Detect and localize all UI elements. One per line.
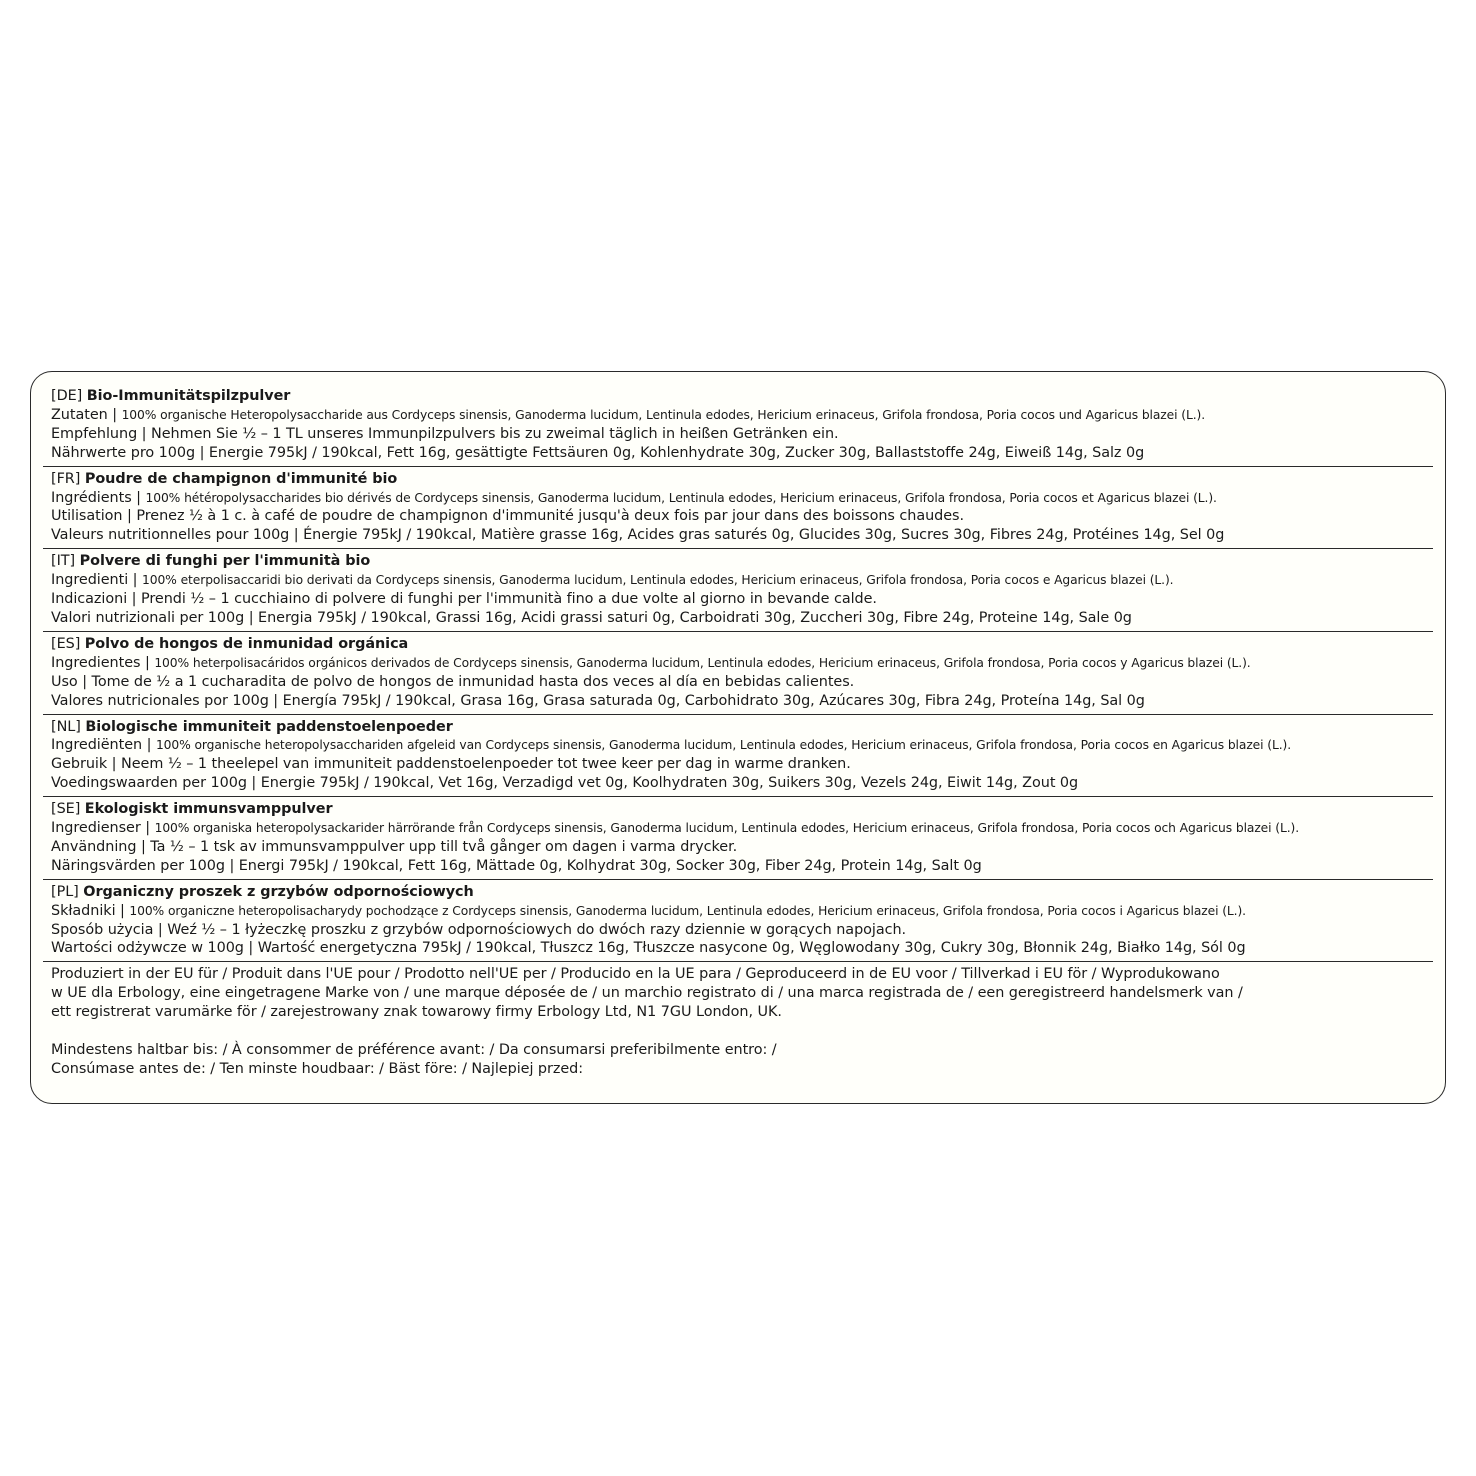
ingredients-line — [51, 819, 1433, 838]
language-code: [NL] — [51, 718, 81, 735]
language-section-es — [43, 632, 1433, 715]
product-label-panel — [30, 371, 1446, 1104]
nutrition-line: Nährwerte pro 100g | Energie 795kJ / 190kcal, Fett 16g, gesättigte Fettsäuren 0g, Kohlenhydrate 30g, Zucker 30g, Ballaststoffe 24g, Eiweiß 14g, Salz 0g — [51, 444, 1145, 461]
section-heading — [51, 718, 1433, 737]
language-section-de — [43, 384, 1433, 467]
language-code: [IT] — [51, 553, 76, 570]
nutrition-line: Wartości odżywcze w 100g | Wartość energetyczna 795kJ / 190kcal, Tłuszcz 16g, Tłuszcze nasycone 0g, Węglowodany 30g, Cukry 30g, Błonnik 24g, Białko 14g, Sól 0g — [51, 940, 1246, 957]
language-section-it — [43, 549, 1433, 632]
product-title: Ekologiskt immunsvamppulver — [84, 801, 333, 818]
section-heading — [51, 635, 1433, 654]
language-code: [FR] — [51, 470, 81, 487]
usage-line: Indicazioni | Prendi ½ – 1 cucchiaino di polvere di funghi per l'immunità fino a due volte al giorno in bevande calde. — [51, 591, 877, 608]
usage-line: Gebruik | Neem ½ – 1 theelepel van immuniteit paddenstoelenpoeder tot twee keer per dag in warme dranken. — [51, 756, 851, 773]
ingredients-text: 100% heterpolisacáridos orgánicos derivados de Cordyceps sinensis, Ganoderma lucidum, Lentinula edodes, Hericium erinaceus, Grifola frondosa, Poria cocos y Agaricus blazei (L.). — [154, 655, 1251, 670]
nutrition-line: Näringsvärden per 100g | Energi 795kJ / 190kcal, Fett 16g, Mättade 0g, Kolhydrat 30g, Socker 30g, Fiber 24g, Protein 14g, Salt 0g — [51, 857, 982, 874]
ingredients-line — [51, 736, 1433, 755]
nutrition-line: Valeurs nutritionnelles pour 100g | Énergie 795kJ / 190kcal, Matière grasse 16g, Acides gras saturés 0g, Glucides 30g, Sucres 30g, Fibres 24g, Protéines 14g, Sel 0g — [51, 527, 1225, 544]
usage-line: Empfehlung | Nehmen Sie ½ – 1 TL unseres Immunpilzpulvers bis zu zweimal täglich in heißen Getränken ein. — [51, 425, 839, 442]
ingredients-label: Ingrediënten | — [51, 737, 152, 754]
ingredients-line — [51, 902, 1433, 921]
section-heading — [51, 883, 1433, 902]
language-code: [SE] — [51, 801, 81, 818]
ingredients-text: 100% organische Heteropolysaccharide aus Cordyceps sinensis, Ganoderma lucidum, Lentinula edodes, Hericium erinaceus, Grifola frondosa, Poria cocos und Agaricus blazei (L.). — [121, 407, 1206, 422]
ingredients-text: 100% organiska heteropolysackarider härrörande från Cordyceps sinensis, Ganoderma lucidum, Lentinula edodes, Hericium erinaceus, Grifola frondosa, Poria cocos och Agaricus blazei (L.). — [154, 821, 1300, 836]
language-section-fr — [43, 467, 1433, 550]
manufacturer-footer — [43, 962, 1433, 1079]
product-title: Polvo de hongos de inmunidad orgánica — [84, 635, 409, 652]
ingredients-label: Ingredientes | — [51, 654, 150, 671]
product-title: Poudre de champignon d'immunité bio — [84, 470, 398, 487]
product-title: Biologische immuniteit paddenstoelenpoeder — [85, 718, 453, 735]
section-heading — [51, 387, 1433, 406]
ingredients-line — [51, 654, 1433, 673]
usage-line: Användning | Ta ½ – 1 tsk av immunsvamppulver upp till två gånger om dagen i varma drycker. — [51, 838, 738, 855]
language-code: [PL] — [51, 883, 79, 900]
language-code: [DE] — [51, 388, 83, 404]
section-heading — [51, 470, 1433, 489]
usage-line: Uso | Tome de ½ a 1 cucharadita de polvo de hongos de inmunidad hasta dos veces al día en bebidas calientes. — [51, 673, 855, 690]
produced-line: ett registrerat varumärke för / zarejestrowany znak towarowy firmy Erbology Ltd, N1 7GU London, UK. — [51, 1004, 782, 1021]
language-section-pl — [43, 880, 1433, 963]
ingredients-label: Ingredienti | — [51, 572, 138, 589]
language-section-se — [43, 797, 1433, 880]
product-title: Bio-Immunitätspilzpulver — [86, 388, 291, 404]
ingredients-text: 100% eterpolisaccaridi bio derivati da Cordyceps sinensis, Ganoderma lucidum, Lentinula edodes, Hericium erinaceus, Grifola frondosa, Poria cocos e Agaricus blazei (L.). — [142, 573, 1174, 588]
ingredients-label: Zutaten | — [51, 406, 118, 423]
section-heading — [51, 552, 1433, 571]
nutrition-line: Valores nutricionales por 100g | Energía 795kJ / 190kcal, Grasa 16g, Grasa saturada 0g, Carbohidrato 30g, Azúcares 30g, Fibra 24g, Proteína 14g, Sal 0g — [51, 692, 1145, 709]
nutrition-line: Voedingswaarden per 100g | Energie 795kJ / 190kcal, Vet 16g, Verzadigd vet 0g, Koolhydraten 30g, Suikers 30g, Vezels 24g, Eiwit 14g, Zout 0g — [51, 775, 1079, 792]
nutrition-line: Valori nutrizionali per 100g | Energia 795kJ / 190kcal, Grassi 16g, Acidi grassi saturi 0g, Carboidrati 30g, Zuccheri 30g, Fibre 24g, Proteine 14g, Sale 0g — [51, 609, 1132, 626]
produced-line: Produziert in der EU für / Produit dans l'UE pour / Prodotto nell'UE per / Producido en la UE para / Geproduceerd in de EU voor / Tillverkad i EU för / Wyprodukowano — [51, 966, 1220, 983]
footer-spacer — [51, 1022, 1433, 1041]
best-before-line: Consúmase antes de: / Ten minste houdbaar: / Bäst före: / Najlepiej przed: — [51, 1061, 584, 1077]
ingredients-label: Składniki | — [51, 902, 125, 919]
product-title: Organiczny proszek z grzybów odpornościowych — [83, 883, 474, 900]
best-before-line: Mindestens haltbar bis: / À consommer de préférence avant: / Da consumarsi preferibilmente entro: / — [51, 1042, 777, 1059]
ingredients-label: Ingrédients | — [51, 489, 141, 506]
ingredients-text: 100% organiczne heteropolisacharydy pochodzące z Cordyceps sinensis, Ganoderma lucidum, Lentinula edodes, Hericium erinaceus, Grifola frondosa, Poria cocos i Agaricus blazei (L.). — [129, 903, 1246, 918]
ingredients-line — [51, 489, 1433, 508]
ingredients-label: Ingredienser | — [51, 820, 151, 837]
ingredients-text: 100% organische heteropolysacchariden afgeleid van Cordyceps sinensis, Ganoderma lucidum, Lentinula edodes, Hericium erinaceus, Grifola frondosa, Poria cocos en Agaricus blazei (L.). — [155, 738, 1292, 753]
produced-line: w UE dla Erbology, eine eingetragene Marke von / une marque déposée de / un marchio registrato di / una marca registrada de / een geregistreerd handelsmerk van / — [51, 985, 1243, 1002]
ingredients-line — [51, 406, 1433, 425]
product-title: Polvere di funghi per l'immunità bio — [79, 553, 371, 570]
usage-line: Sposób użycia | Weź ½ – 1 łyżeczkę proszku z grzybów odpornościowych do dwóch razy dziennie w gorących napojach. — [51, 921, 907, 938]
section-heading — [51, 800, 1433, 819]
usage-line: Utilisation | Prenez ½ à 1 c. à café de poudre de champignon d'immunité jusqu'à deux fois par jour dans des boissons chaudes. — [51, 508, 965, 525]
ingredients-line — [51, 571, 1433, 590]
language-code: [ES] — [51, 635, 81, 652]
ingredients-text: 100% hétéropolysaccharides bio dérivés de Cordyceps sinensis, Ganoderma lucidum, Lentinula edodes, Hericium erinaceus, Grifola frondosa, Poria cocos et Agaricus blazei (L.). — [145, 490, 1217, 505]
language-section-nl — [43, 715, 1433, 798]
